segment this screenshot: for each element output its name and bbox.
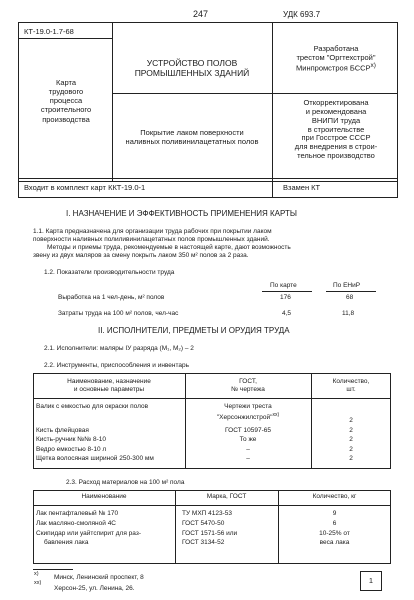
section-2-heading: II. ИСПОЛНИТЕЛИ, ПРЕДМЕТЫ И ОРУДИЯ ТРУДА bbox=[98, 326, 290, 335]
table-cell-gost: – bbox=[246, 455, 250, 462]
table-cell-gost: "Херсонжилстрой"$^{хх)}$ bbox=[216, 412, 280, 422]
table-row: Кисть флейцовая bbox=[36, 427, 89, 434]
table-cell-qty: 2 bbox=[349, 455, 353, 462]
paragraph-2-1: 2.1. Исполнители: маляры IУ разряда (М₁, М₂) – 2 bbox=[44, 345, 194, 352]
paragraph-1-1: 1.1. Карта предназначена для организации труда рабочих при покрытии лаком поверхности наливных полиливинилацетатных полов промышленных зданий. Методы и приемы труда, рекомендуемые в настоящей карте, дают возможность звену из двух маляров за смену покрыть лаком 350 м² полов за 2 раза. bbox=[33, 228, 291, 259]
developer-info: Разработана трестом "Оргтехстрой" Минпромстроя $БССР^{х)}$ bbox=[296, 44, 376, 73]
materials-header-gost: Марка, ГОСТ bbox=[206, 493, 247, 500]
table-row: бавления лака bbox=[44, 539, 89, 546]
table-cell-qty: 2 bbox=[349, 436, 353, 443]
materials-header-qty: Количество, кг bbox=[312, 493, 357, 500]
table-cell-gost: ГОСТ 1571-56 или bbox=[182, 530, 238, 537]
footnote-text: Минск, Ленинский проспект, 8 bbox=[54, 574, 144, 581]
tools-header-name: Наименование, назначение и основные параметры bbox=[67, 378, 151, 393]
document-title: УСТРОЙСТВО ПОЛОВ ПРОМЫШЛЕННЫХ ЗДАНИЙ bbox=[134, 58, 250, 79]
paragraph-2-3: 2.3. Расход материалов на 100 м² пола bbox=[66, 479, 185, 486]
table-cell-qty: 6 bbox=[332, 520, 337, 527]
table-cell-qty: 9 bbox=[332, 510, 337, 517]
indicator-row-label: Выработка на 1 чел-день, м² полов bbox=[58, 294, 165, 301]
paragraph-1-2: 1.2. Показатели производительности труда bbox=[44, 269, 175, 276]
table-row: Кисть-ручник №№ 8-10 bbox=[36, 436, 107, 443]
footnote-text: Херсон-25, ул. Ленина, 26. bbox=[54, 585, 135, 592]
indicator-col-enir: По ЕНиР bbox=[333, 282, 361, 289]
table-row: Щетка волосяная шириной 250-300 мм bbox=[36, 455, 154, 462]
tools-header-qty: Количество, шт. bbox=[332, 378, 370, 393]
paragraph-2-2: 2.2. Инструменты, приспособления и инвентарь bbox=[44, 362, 190, 369]
section-1-heading: I. НАЗНАЧЕНИЕ И ЭФФЕКТИВНОСТЬ ПРИМЕНЕНИЯ КАРТЫ bbox=[66, 209, 297, 218]
included-in-kit: Входит в комплект карт ККТ-19.0-1 bbox=[24, 183, 146, 192]
approval-info: Откорректирована и рекомендована ВНИПИ труда в строительстве при Госстрое СССР для внедрения в строи- тельное производство bbox=[294, 98, 378, 161]
table-cell-qty: 2 bbox=[349, 446, 353, 453]
indicator-col-card: По карте bbox=[270, 282, 297, 289]
table-cell-gost: Чертежи треста bbox=[224, 403, 272, 410]
table-row: Лак пентафталевый № 170 bbox=[36, 510, 119, 517]
card-code: КТ-19.0-1.7-68 bbox=[24, 27, 74, 36]
indicator-row-enir: 68 bbox=[346, 294, 354, 301]
table-row: Валик с емкостью для окраски полов bbox=[36, 403, 149, 410]
table-cell-gost: ГОСТ 5470-50 bbox=[182, 520, 225, 527]
page-number: 247 bbox=[193, 9, 209, 19]
indicator-row-label: Затраты труда на 100 м² полов, чел-час bbox=[58, 310, 179, 317]
table-cell-qty: веса лака bbox=[319, 539, 350, 546]
table-cell-qty: 2 bbox=[349, 417, 353, 424]
table-cell-qty: 2 bbox=[349, 427, 353, 434]
materials-header-name: Наименование bbox=[81, 493, 127, 500]
table-cell-gost: ТУ МХП 4123-53 bbox=[182, 510, 232, 517]
table-cell-gost: То же bbox=[239, 436, 257, 443]
table-row: Скипидар или уайтспирит для раз- bbox=[36, 530, 141, 537]
document-subtitle: Покрытие лаком поверхности наливных поливинилацетатных полов bbox=[125, 128, 259, 147]
indicator-row-card: 176 bbox=[280, 294, 291, 301]
footnote-mark: х) bbox=[34, 571, 39, 577]
table-cell-gost: ГОСТ 3134-52 bbox=[182, 539, 225, 546]
page-index: 1 bbox=[368, 576, 374, 585]
table-cell-qty: 10-25% от bbox=[319, 530, 350, 537]
udk-code: УДК 693.7 bbox=[283, 10, 321, 19]
developer-footnote-mark: х) bbox=[370, 62, 376, 70]
tools-gost-footnote-mark: хх) bbox=[272, 412, 280, 418]
table-row: Лак масляно-смоляной 4С bbox=[36, 520, 116, 527]
indicator-row-card: 4,5 bbox=[282, 310, 292, 317]
tools-header-gost: ГОСТ, № чертежа bbox=[231, 378, 265, 393]
card-type: Карта трудового процесса строительного производства bbox=[40, 78, 92, 124]
table-row: Ведро емкостью 8-10 л bbox=[36, 446, 107, 453]
indicator-row-enir: 11,8 bbox=[342, 310, 355, 317]
table-cell-gost: – bbox=[246, 446, 250, 453]
replaces-card: Взамен КТ bbox=[283, 183, 321, 192]
footnote-mark: хх) bbox=[34, 580, 42, 586]
table-cell-gost: ГОСТ 10597-65 bbox=[225, 427, 271, 434]
